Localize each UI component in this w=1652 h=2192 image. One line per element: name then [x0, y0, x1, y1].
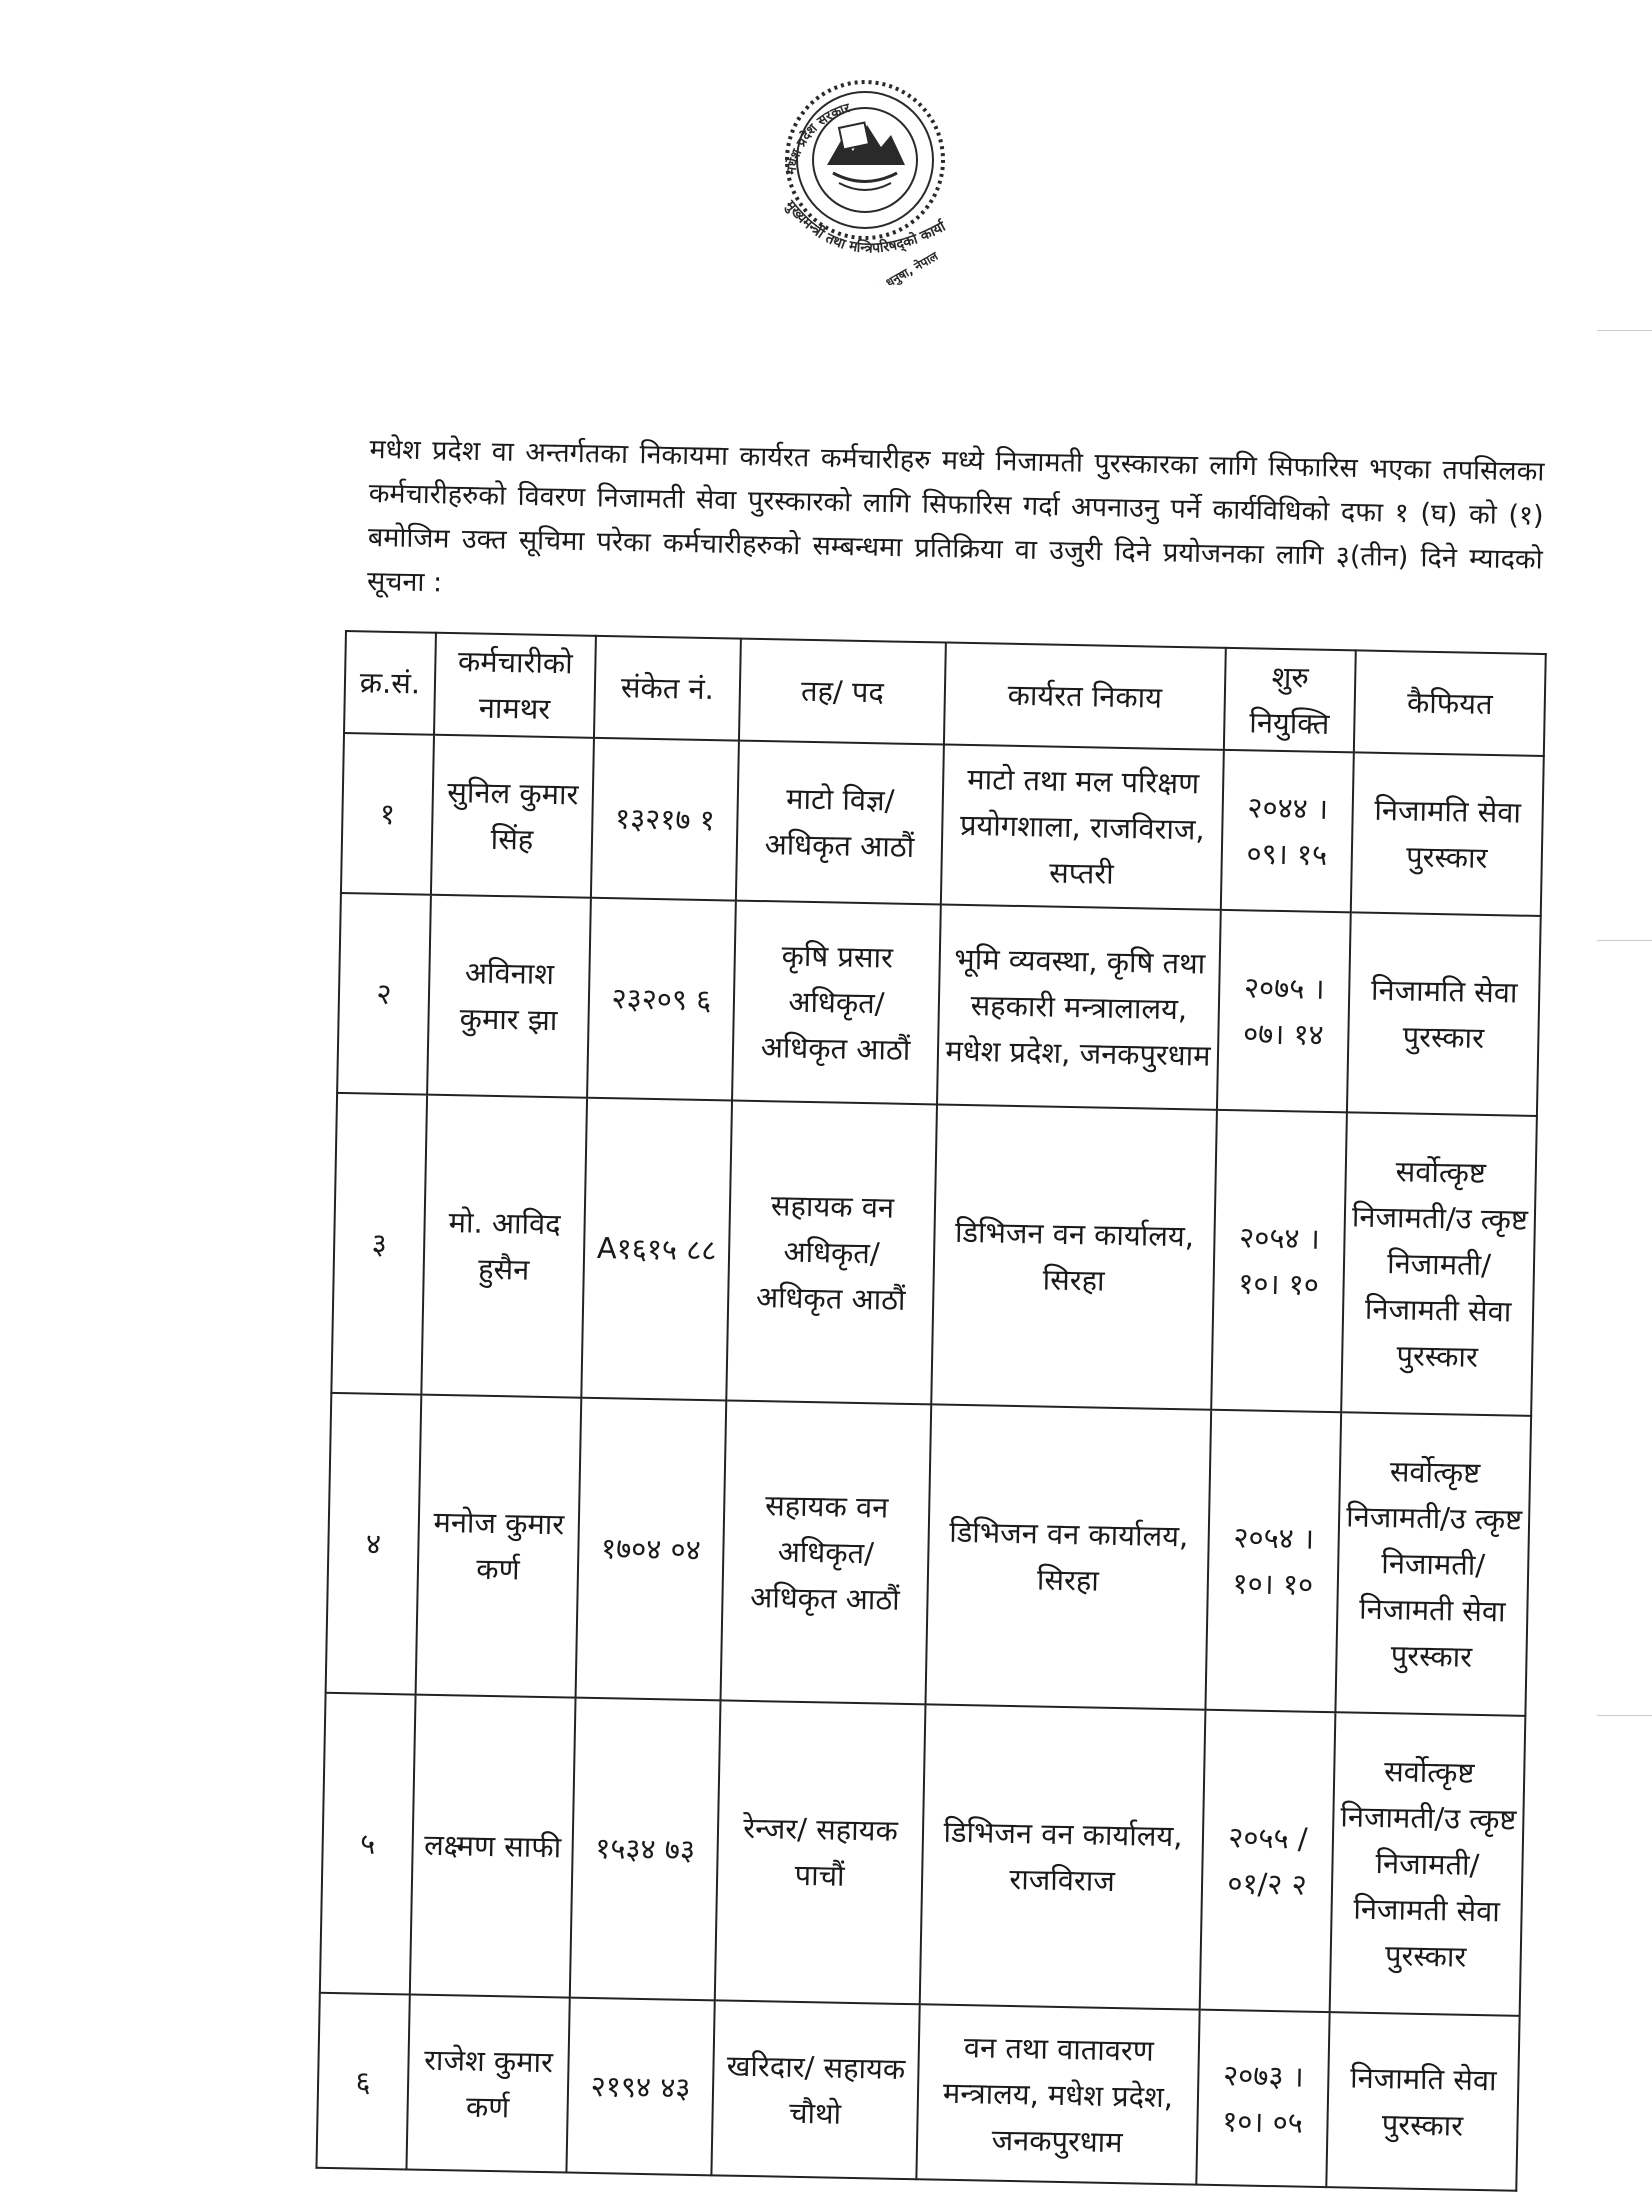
- cell-level-post: खरिदार/ सहायक चौथो: [711, 2000, 919, 2179]
- employee-table: [315, 630, 1546, 2192]
- scan-edge-mark: [1597, 940, 1652, 941]
- header-serial: क्र.सं.: [344, 631, 436, 735]
- cell-office: डिभिजन वन कार्यालय, सिरहा: [925, 1404, 1211, 1709]
- table-row: [320, 1693, 1526, 2016]
- cell-remarks: सर्वोत्कृष्ट निजामती/उ त्कृष्ट निजामती/ निजामती सेवा पुरस्कार: [1330, 1712, 1526, 2016]
- cell-code: २३२०९ ६: [587, 898, 736, 1101]
- cell-serial: ५: [320, 1693, 416, 1995]
- cell-appointment: २०५४ ।१०। १०: [1205, 1410, 1341, 1712]
- header-office: कार्यरत निकाय: [944, 643, 1226, 750]
- cell-remarks: निजामति सेवा पुरस्कार: [1351, 752, 1544, 916]
- cell-name: लक्ष्मण साफी: [410, 1695, 576, 1998]
- scan-edge-mark: [1597, 330, 1652, 331]
- table-row: [337, 893, 1541, 1116]
- table-row: [326, 1393, 1532, 1716]
- cell-name: अविनाश कुमार झा: [427, 895, 591, 1098]
- cell-appointment: २०५५ /०१/२ २: [1200, 1710, 1336, 2012]
- cell-appointment: २०७३ ।१०। ०५: [1196, 2010, 1329, 2187]
- cell-serial: ६: [316, 1993, 409, 2170]
- cell-serial: ४: [326, 1393, 422, 1695]
- header-level-post: तह/ पद: [739, 639, 946, 745]
- cell-code: A१६१५ ८८: [581, 1098, 732, 1401]
- cell-serial: २: [337, 893, 431, 1095]
- cell-serial: ३: [331, 1093, 427, 1395]
- cell-remarks: सर्वोत्कृष्ट निजामती/उ त्कृष्ट निजामती/ निजामती सेवा पुरस्कार: [1341, 1112, 1537, 1416]
- notice-paragraph: मधेश प्रदेश वा अन्तर्गतका निकायमा कार्यरत कर्मचारीहरु मध्ये निजामती पुरस्कारका लागि सिफारिस भएका तपसिलका कर्मचारीहरुको विवरण निजामती सेवा पुरस्कारको लागि सिफारिस गर्दा अपनाउनु पर्ने कार्यविधिको दफा १ (घ) को (१) बमोजिम उक्त सूचिमा परेका कर्मचारीहरुको सम्बन्धमा प्रतिक्रिया वा उजुरी दिने प्रयोजनका लागि ३(तीन) दिने म्यादको सूचना :: [366, 433, 1545, 599]
- government-seal: [755, 55, 975, 285]
- cell-name: सुनिल कुमार सिंह: [431, 735, 594, 898]
- cell-code: १७०४ ०४: [576, 1398, 727, 1701]
- cell-office: भूमि व्यवस्था, कृषि तथा सहकारी मन्त्रालालय, मधेश प्रदेश, जनकपुरधाम: [937, 904, 1221, 1109]
- cell-code: २१९४ ४३: [566, 1998, 714, 2176]
- cell-serial: १: [341, 733, 434, 895]
- cell-remarks: निजामति सेवा पुरस्कार: [1326, 2012, 1519, 2191]
- cell-office: वन तथा वातावरण मन्त्रालय, मधेश प्रदेश, जनकपुरधाम: [916, 2004, 1199, 2184]
- header-name: कर्मचारीको नामथर: [434, 633, 596, 738]
- cell-level-post: सहायक वन अधिकृत/ अधिकृत आठौं: [726, 1101, 937, 1405]
- cell-level-post: रेन्जर/ सहायक पाचौं: [715, 1700, 926, 2004]
- header-remarks: कैफियत: [1354, 650, 1546, 756]
- cell-appointment: २०४४ ।०९। १५: [1221, 750, 1354, 912]
- cell-office: डिभिजन वन कार्यालय, सिरहा: [931, 1104, 1217, 1409]
- cell-appointment: २०७५ ।०७। १४: [1217, 910, 1351, 1112]
- cell-code: १५३४ ७३: [570, 1698, 721, 2001]
- cell-name: राजेश कुमार कर्ण: [406, 1994, 569, 2172]
- cell-level-post: कृषि प्रसार अधिकृत/ अधिकृत आठौं: [732, 901, 941, 1105]
- scan-edge-mark: [1597, 1715, 1652, 1716]
- cell-level-post: माटो विज्ञ/ अधिकृत आठौं: [736, 741, 944, 905]
- cell-remarks: निजामति सेवा पुरस्कार: [1347, 912, 1541, 1116]
- header-appointment: शुरु नियुक्ति: [1224, 648, 1356, 752]
- table-row: [341, 733, 1544, 916]
- cell-name: मो. आविद हुसैन: [421, 1095, 587, 1398]
- cell-appointment: २०५४ ।१०। १०: [1211, 1110, 1347, 1412]
- seal-ring-text-bottom: मुख्यमन्त्री तथा मन्त्रिपरिषद्‌को कार्या: [781, 197, 949, 257]
- table-row: [331, 1093, 1537, 1416]
- table-row: [316, 1993, 1519, 2191]
- cell-office: डिभिजन वन कार्यालय, राजविराज: [920, 1704, 1206, 2009]
- cell-name: मनोज कुमार कर्ण: [416, 1395, 582, 1698]
- header-code: संकेत नं.: [594, 636, 741, 741]
- cell-level-post: सहायक वन अधिकृत/ अधिकृत आठौं: [721, 1400, 932, 1704]
- cell-office: माटो तथा मल परिक्षण प्रयोगशाला, राजविराज, सप्तरी: [941, 745, 1224, 910]
- seal-ring-text-top: मधेश प्रदेश सरकार: [784, 100, 852, 176]
- cell-remarks: सर्वोत्कृष्ट निजामती/उ त्कृष्ट निजामती/ निजामती सेवा पुरस्कार: [1335, 1412, 1531, 1716]
- cell-code: १३२१७ १: [591, 738, 739, 901]
